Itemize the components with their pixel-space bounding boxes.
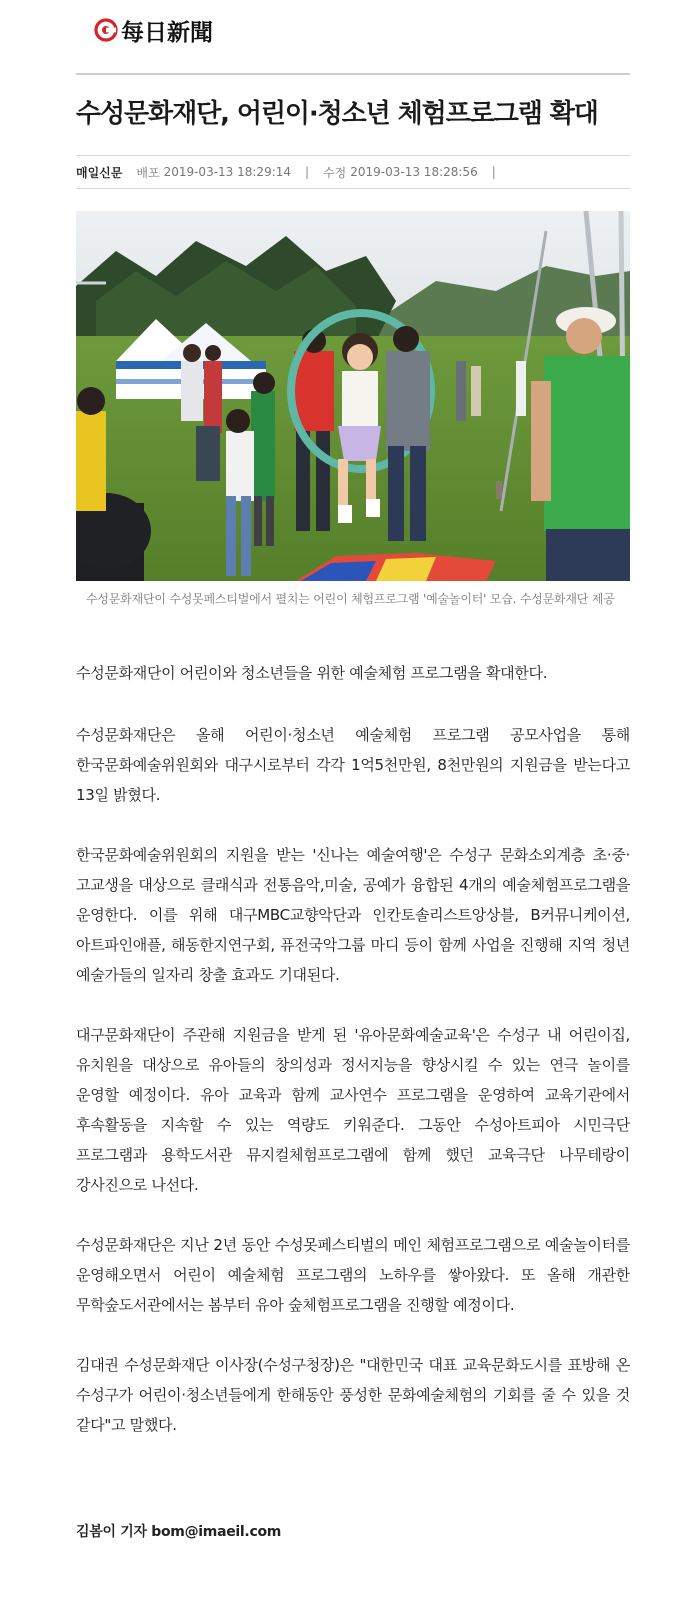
article-paragraph: 수성문화재단은 지난 2년 동안 수성못페스티벌의 메인 체험프로그램으로 예술놀이터를 운영해오면서 어린이 예술체험 프로그램의 노하우를 쌓아왔다. 또 올해 개관한 무학숲도서관에서는 봄부터 유아 숲체험프로그램을 진행할 예정이다. xyxy=(76,1236,630,1314)
meta-divider-bottom xyxy=(76,188,630,189)
article-headline: 수성문화재단, 어린이·청소년 체험프로그램 확대 xyxy=(76,99,598,129)
reporter-byline: 김봄이 기자 bom@imaeil.com xyxy=(76,1524,282,1540)
modified-label: 수정 xyxy=(323,165,347,180)
site-logo[interactable] xyxy=(94,14,213,46)
meta-divider-top xyxy=(76,155,630,156)
article-paragraph: 김대권 수성문화재단 이사장(수성구청장)은 "대한민국 대표 교육문화도시를 표방해 온 수성구가 어린이·청소년들에게 한해동안 풍성한 문화예술체험의 기회를 줄 수 있을 것 같다"고 말했다. xyxy=(76,1356,630,1434)
article-meta xyxy=(76,158,636,186)
article-photo[interactable] xyxy=(76,211,630,581)
published-label: 배포 xyxy=(136,165,160,180)
article-paragraph: 한국문화예술위원회의 지원을 받는 '신나는 예술여행'은 수성구 문화소외계층 초·중·고교생을 대상으로 클래식과 전통음악,미술, 공예가 융합된 4개의 예술체험프로그램을 운영한다. 이를 위해 대구MBC교향악단과 인칸토솔리스트앙상블, B커뮤니케이션, 아트파인애플, 해동한지연구회, 퓨전국악그룹 마디 등이 함께 사업을 진행해 지역 청년 예술가들의 일자리 창출 효과도 기대된다. xyxy=(76,846,630,984)
logo-text: 每日新聞 xyxy=(121,18,213,46)
published-date: 2019-03-13 18:29:14 xyxy=(163,165,292,179)
article-source: 매일신문 xyxy=(76,165,123,180)
modified-date: 2019-03-13 18:28:56 xyxy=(350,165,478,179)
meta-separator: | xyxy=(491,165,496,179)
meta-separator: | xyxy=(305,165,310,179)
article-body xyxy=(76,658,630,1470)
festival-photo-illustration xyxy=(76,211,630,581)
article-paragraph: 대구문화재단이 주관해 지원금을 받게 된 '유아문화예술교육'은 수성구 내 어린이집, 유치원을 대상으로 유아들의 창의성과 정서지능을 향상시킬 수 있는 연극 놀이를 운영할 예정이다. 유아 교육과 함께 교사연수 프로그램을 운영하여 교육기관에서 후속활동을 지속할 수 있는 역량도 키워준다. 그동안 수성아트피아 시민극단 프로그램과 용학도서관 뮤지컬체험프로그램에 함께 했던 교육극단 나무테랑이 강사진으로 나선다. xyxy=(76,1026,630,1194)
photo-caption: 수성문화재단이 수성못페스티벌에서 펼치는 어린이 체험프로그램 '예술놀이터' 모습. 수성문화재단 제공 xyxy=(86,592,615,606)
maeil-emblem-icon xyxy=(94,18,118,42)
article-paragraph: 수성문화재단은 올해 어린이·청소년 예술체험 프로그램 공모사업을 통해 한국문화예술위원회와 대구시로부터 각각 1억5천만원, 8천만원의 지원금을 받는다고 13일 밝혔다. xyxy=(76,726,630,804)
article-paragraph: 수성문화재단이 어린이와 청소년들을 위한 예술체험 프로그램을 확대한다. xyxy=(76,664,548,682)
header-divider xyxy=(76,73,630,75)
